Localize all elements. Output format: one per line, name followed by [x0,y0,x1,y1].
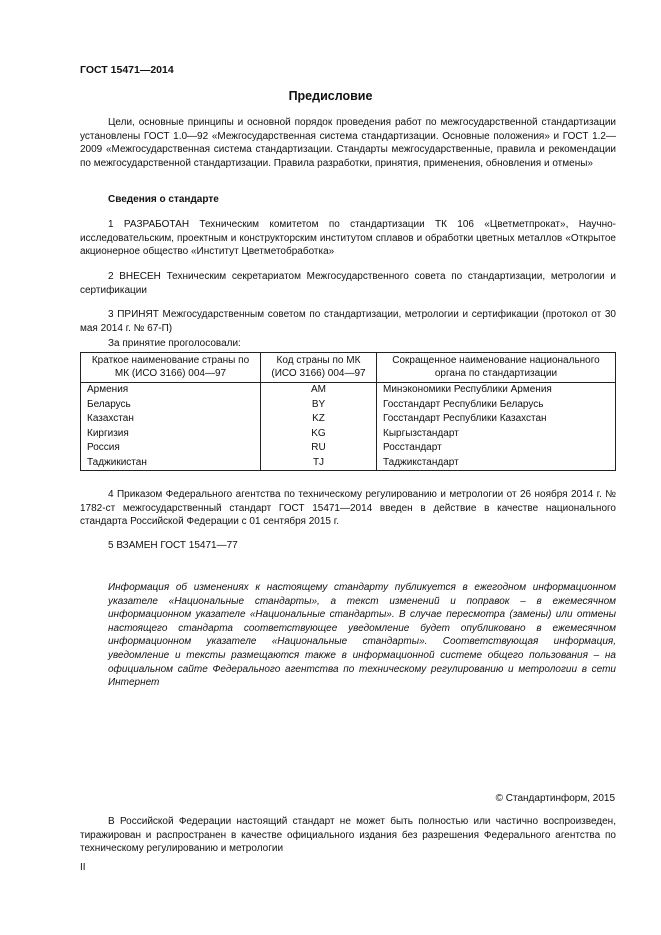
item-2-text: 2 ВНЕСЕН Техническим секретариатом Межгосударственного совета по стандартизации, метрологии и сертификации [80,271,616,296]
table-row [81,456,616,471]
cell-body: Госстандарт Республики Казахстан [377,412,616,427]
item-3-text: 3 ПРИНЯТ Межгосударственным советом по стандартизации, метрологии и сертификации (протокол от 30 мая 2014 г. № 67-П) [80,309,616,334]
cell-code: KZ [261,412,377,427]
cell-code: AM [261,383,377,398]
table-row [81,383,616,398]
item-1-paragraph [80,218,616,259]
votes-table [80,352,616,471]
section-heading: Сведения о стандарте [108,194,219,205]
table-row [81,441,616,456]
table-row [81,412,616,427]
cell-country: Армения [81,383,261,398]
cell-body: Госстандарт Республики Беларусь [377,398,616,413]
item-2-paragraph [80,270,616,297]
cell-body: Минэкономики Республики Армения [377,383,616,398]
votes-label: За принятие проголосовали: [108,338,241,349]
cell-code: BY [261,398,377,413]
cell-body: Кыргызстандарт [377,427,616,442]
notice-paragraph: Информация об изменениях к настоящему стандарту публикуется в ежегодном информационном указателе «Национальные стандарты», а текст изменений и поправок – в ежемесячном информационном указателе «Национальные стандарты». В случае пересмотра (замены) или отмены настоящего стандарта соответствующее уведомление будет опубликовано в ежемесячном информационном указателе «Национальные стандарты». Соответствующая информация, уведомление и тексты размещаются также в информационной системе общего пользования – на официальном сайте Федерального агентства по техническому регулированию и метрологии в сети Интернет [108,582,616,689]
document-code: ГОСТ 15471—2014 [80,64,174,76]
cell-country: Таджикистан [81,456,261,471]
item-4-text: 4 Приказом Федерального агентства по техническому регулированию и метрологии от 26 ноября 2014 г. № 1782-ст межгосударственный стандарт ГОСТ 15471—2014 введен в действие в качестве национального стандарта Российской Федерации с 01 сентября 2015 г. [80,489,616,528]
column-header-country: Краткое наименование страны по МК (ИСО 3166) 004—97 [81,353,261,383]
item-5-text: 5 ВЗАМЕН ГОСТ 15471—77 [108,540,238,551]
cell-country: Казахстан [81,412,261,427]
item-4-paragraph [80,488,616,529]
intro-paragraph [80,116,616,170]
footer-text: В Российской Федерации настоящий стандарт не может быть полностью или частично воспроизведен, тиражирован и распространен в качестве официального издания без разрешения Федерального агентства по техническому регулированию и метрологии [80,816,616,855]
cell-code: RU [261,441,377,456]
copyright: © Стандартинформ, 2015 [495,793,615,804]
page-number: II [80,862,86,873]
intro-text: Цели, основные принципы и основной порядок проведения работ по межгосударственной стандартизации установлены ГОСТ 1.0—92 «Межгосударственная система стандартизации. Основные положения» и ГОСТ 1.2—2009 «Межгосударственная система стандартизации. Стандарты межгосударственные, правила и рекомендации по межгосударственной стандартизации. Правила разработки, принятия, применения, обновления и отмены» [80,117,616,169]
cell-country: Киргизия [81,427,261,442]
cell-body: Таджикстандарт [377,456,616,471]
cell-code: TJ [261,456,377,471]
table-header-row [81,353,616,383]
table-row [81,398,616,413]
column-header-code: Код страны по МК (ИСО 3166) 004—97 [261,353,377,383]
item-1-text: 1 РАЗРАБОТАН Техническим комитетом по стандартизации ТК 106 «Цветметпрокат», Научно-исследовательским, проектным и конструкторским институтом сплавов и обработки цветных металлов «Открытое акционерное общество «Институт Цветметобработка» [80,219,616,258]
column-header-body: Сокращенное наименование национального органа по стандартизации [377,353,616,383]
footer-paragraph [80,815,616,856]
item-3-paragraph [80,308,616,335]
cell-country: Беларусь [81,398,261,413]
table-row [81,427,616,442]
cell-country: Россия [81,441,261,456]
cell-body: Росстандарт [377,441,616,456]
page-title: Предисловие [288,89,373,103]
cell-code: KG [261,427,377,442]
